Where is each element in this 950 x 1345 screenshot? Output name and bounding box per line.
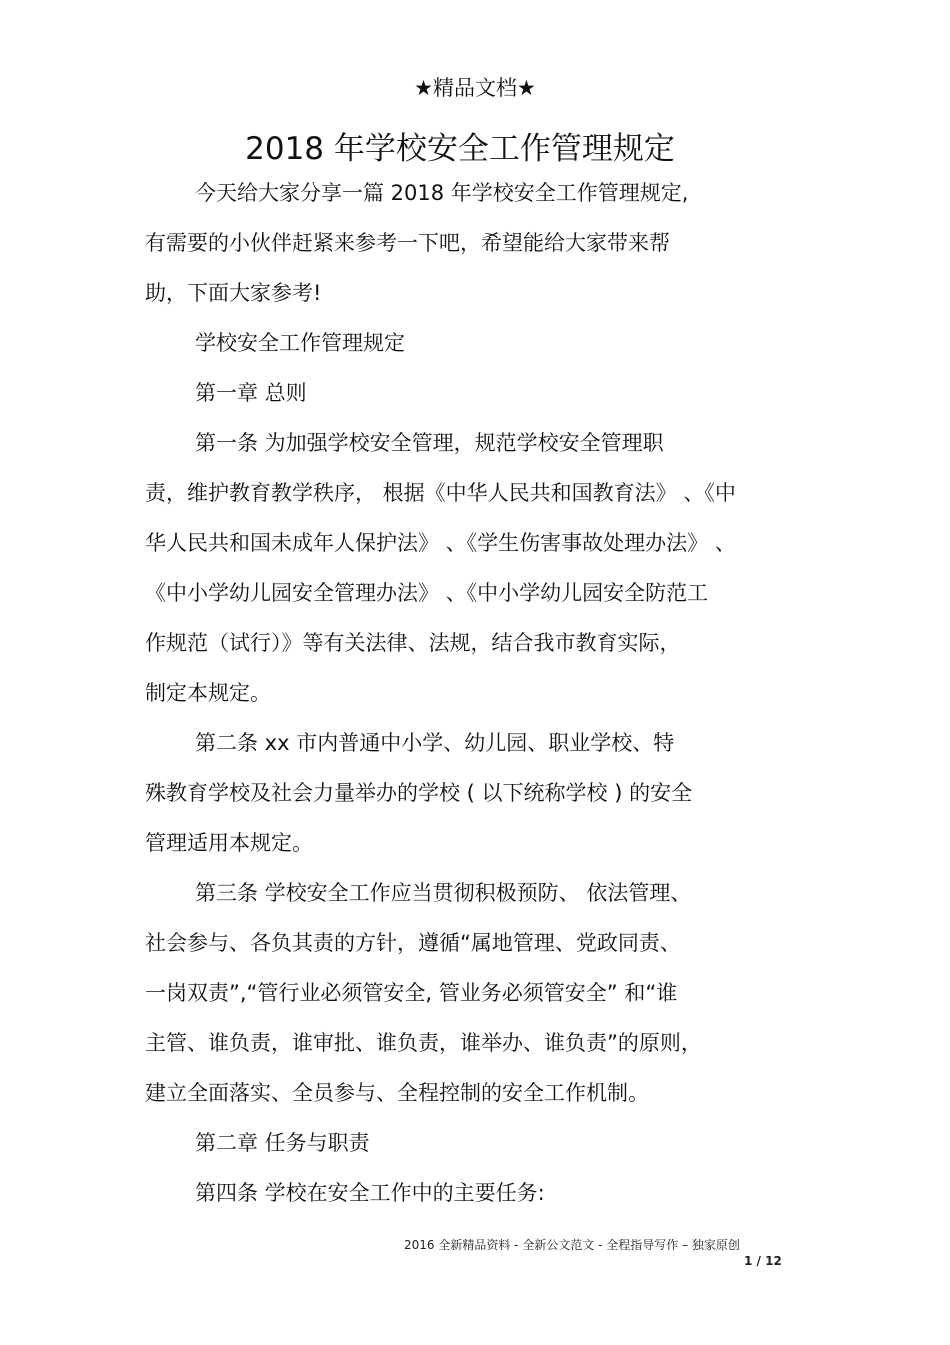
chapter-heading: 第一章 总则 xyxy=(195,381,307,405)
paragraph-line: 作规范（试行）》等有关法律、法规，结合我市教育实际， xyxy=(145,631,681,655)
paragraph-line: 殊教育学校及社会力量举办的学校 ( 以下统称学校 ) 的安全 xyxy=(145,781,693,805)
document-title: 2018 年学校安全工作管理规定 xyxy=(245,131,675,167)
paragraph-line: 建立全面落实、全员参与、全程控制的安全工作机制。 xyxy=(145,1081,649,1105)
paragraph-line: 管理适用本规定。 xyxy=(145,831,313,855)
section-heading: 学校安全工作管理规定 xyxy=(195,331,405,355)
chapter-heading: 第二章 任务与职责 xyxy=(195,1131,370,1155)
paragraph-line: 主管、谁负责，谁审批、谁负责，谁举办、谁负责”的原则， xyxy=(145,1031,702,1055)
paragraph-line: 有需要的小伙伴赶紧来参考一下吧，希望能给大家带来帮 xyxy=(145,231,670,255)
paragraph-line: 制定本规定。 xyxy=(145,681,271,705)
paragraph-line: 第一条 为加强学校安全管理，规范学校安全管理职 xyxy=(195,431,664,455)
header-mark: ★精品文档★ xyxy=(414,76,536,100)
paragraph-line: 第三条 学校安全工作应当贯彻积极预防、 依法管理、 xyxy=(195,881,692,905)
paragraph-line: 今天给大家分享一篇 2018 年学校安全工作管理规定, xyxy=(195,181,689,205)
paragraph-line: 第二条 xx 市内普通中小学、幼儿园、职业学校、特 xyxy=(195,731,675,755)
paragraph-line: 第四条 学校在安全工作中的主要任务: xyxy=(195,1181,545,1205)
footer-note: 2016 全新精品资料 - 全新公文范文 - 全程指导写作 – 独家原创 xyxy=(404,1238,740,1252)
paragraph-line: 华人民共和国未成年人保护法》 、《学生伤害事故处理办法》 、 xyxy=(145,531,736,555)
page-number: 1 / 12 xyxy=(744,1254,782,1268)
paragraph-line: 助，下面大家参考! xyxy=(145,281,322,305)
paragraph-line: 责，维护教育教学秩序， 根据《中华人民共和国教育法》 、《中 xyxy=(145,481,736,505)
paragraph-line: 社会参与、各负其责的方针，遵循“属地管理、党政同责、 xyxy=(145,931,681,955)
paragraph-line: 《中小学幼儿园安全管理办法》 、《中小学幼儿园安全防范工 xyxy=(145,581,709,605)
paragraph-line: 一岗双责”,“管行业必须管安全, 管业务必须管安全” 和“谁 xyxy=(145,981,678,1005)
